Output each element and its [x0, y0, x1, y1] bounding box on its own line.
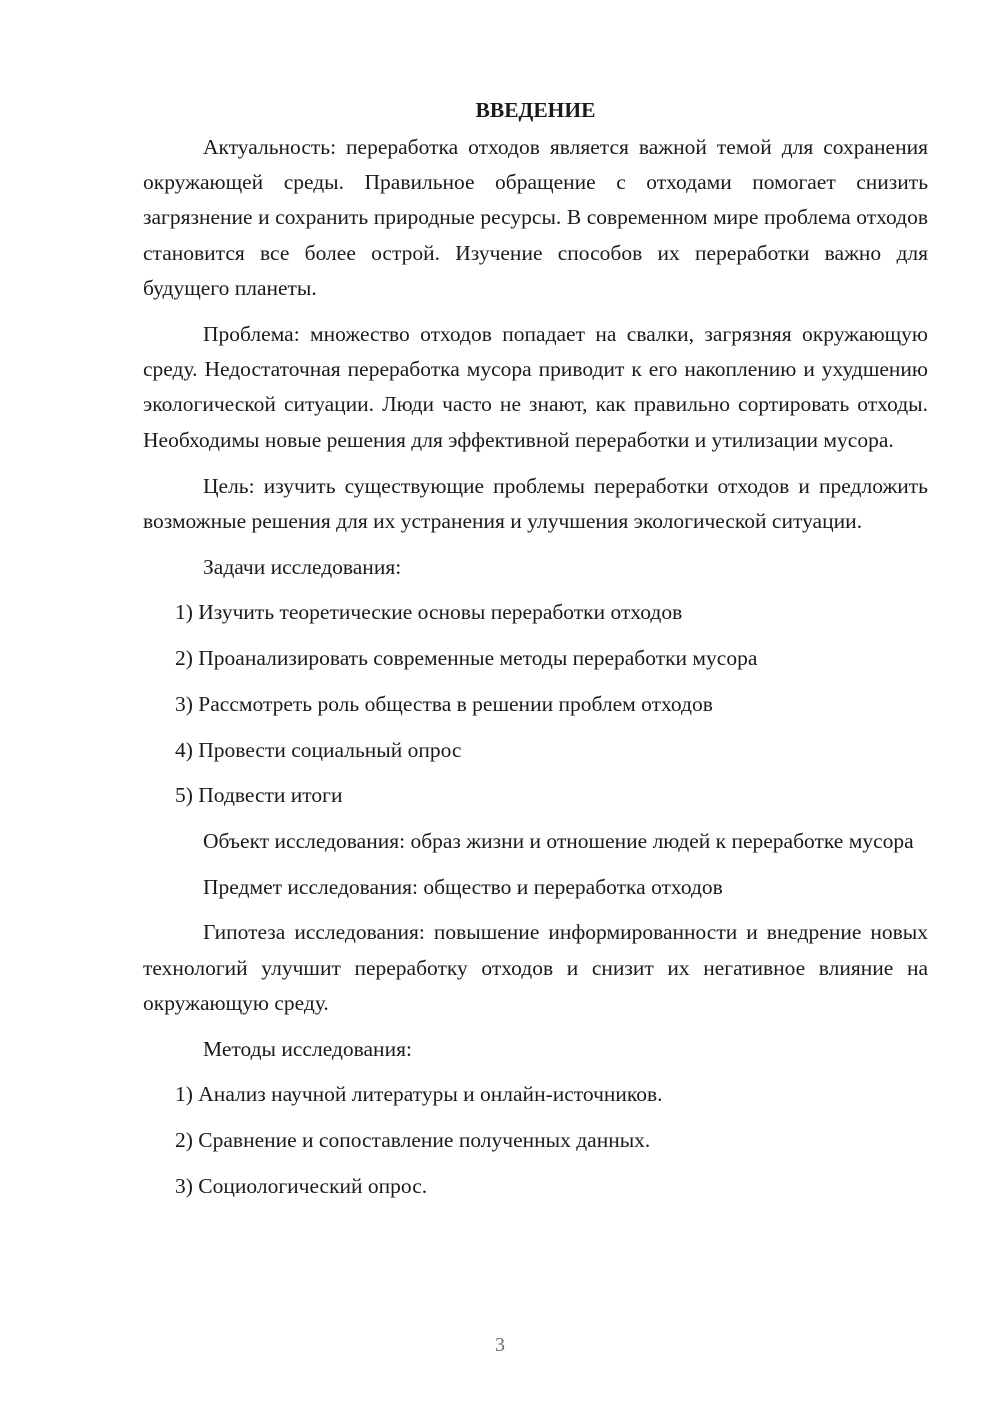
tasks-heading: Задачи исследования:	[203, 555, 402, 580]
list-item: 3) Рассмотреть роль общества в решении проблем отходов	[175, 691, 713, 716]
subject-paragraph: Предмет исследования: общество и переработка отходов	[203, 875, 723, 900]
list-item: 1) Изучить теоретические основы переработки отходов	[175, 600, 683, 625]
list-item: 4) Провести социальный опрос	[175, 737, 462, 762]
problem-paragraph: Проблема: множество отходов попадает на свалки, загрязняя окружающую среду. Недостаточная переработка мусора приводит к его накоплению и ухудшению экологической ситуации. Люди часто не знают, как правильно сортировать отходы. Необходимы новые решения для эффективной переработки и утилизации мусора.	[143, 322, 928, 452]
list-item: 3) Социологический опрос.	[175, 1173, 428, 1198]
page-title: ВВЕДЕНИЕ	[475, 98, 596, 122]
list-item: 2) Сравнение и сопоставление полученных данных.	[175, 1127, 651, 1152]
list-item: 1) Анализ научной литературы и онлайн-источников.	[175, 1082, 663, 1107]
hypothesis-paragraph: Гипотеза исследования: повышение информированности и внедрение новых технологий улучшит переработку отходов и снизит их негативное влияние на окружающую среду.	[143, 920, 928, 1015]
goal-paragraph: Цель: изучить существующие проблемы переработки отходов и предложить возможные решения для их устранения и улучшения экологической ситуации.	[143, 473, 928, 534]
list-item: 5) Подвести итоги	[175, 783, 343, 808]
list-item: 2) Проанализировать современные методы переработки мусора	[175, 646, 758, 671]
object-paragraph: Объект исследования: образ жизни и отношение людей к переработке мусора	[203, 828, 914, 853]
tasks-list	[143, 595, 928, 813]
page-number: 3	[495, 1334, 505, 1356]
document-page	[143, 92, 928, 1214]
methods-list	[143, 1077, 928, 1204]
methods-heading: Методы исследования:	[203, 1036, 412, 1061]
relevance-paragraph: Актуальность: переработка отходов является важной темой для сохранения окружающей среды. Правильное обращение с отходами помогает снизить загрязнение и сохранить природные ресурсы. В современном мире проблема отходов становится все более острой. Изучение способов их переработки важно для будущего планеты.	[143, 135, 928, 300]
